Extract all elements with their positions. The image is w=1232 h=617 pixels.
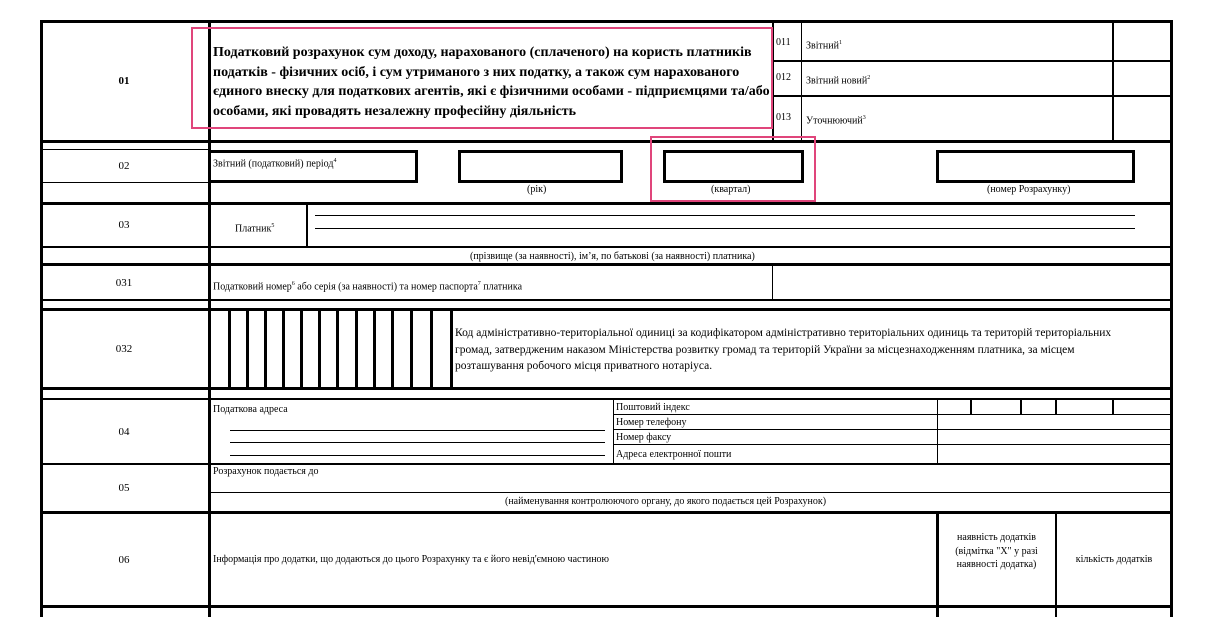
report-number-input[interactable]: [936, 150, 1135, 183]
frame-top-border: [40, 20, 1173, 23]
report-type-011-code: 011: [776, 37, 791, 48]
period-label: Звітний (податковий) період$^4$: [213, 158, 337, 170]
row-02-code: 02: [118, 160, 130, 172]
postal-cell-divider: [1112, 400, 1114, 414]
submitted-to-label: Розрахунок подається до: [213, 466, 319, 477]
payer-name-line-2: [315, 228, 1135, 229]
tax-number-input[interactable]: [775, 266, 1169, 298]
postal-cell-divider: [1055, 400, 1057, 414]
row-06-divider-2: [1055, 513, 1057, 617]
payer-label: Платник$^5$: [235, 223, 275, 235]
row-03-inner-bottom: [40, 246, 1173, 248]
report-type-012-label: Звітний новий$^2$: [806, 75, 871, 87]
attachments-label: Інформація про додатки, що додаються до цього Розрахунку та є його невід'ємною частиною: [213, 554, 610, 565]
report-type-012-checkbox[interactable]: [1114, 62, 1170, 95]
row-01-code: 01: [118, 75, 130, 87]
year-caption: (рік): [527, 184, 547, 195]
fax-label: Номер факсу: [616, 432, 672, 443]
katottg-description: Код адміністративно-територіальної одиниці за кодифікатором адміністративно територіальних одиниць та територій територіальних громад, затвердженим наказом Міністерства розвитку громад та територій України за місцезнаходженням платника, за місцем розташування робочого місця приватного нотаріуса.: [455, 327, 1112, 372]
attachments-count-header: кількість додатків: [1075, 554, 1153, 565]
katottg-cell-divider: [264, 310, 267, 387]
tax-address-label: Податкова адреса: [213, 404, 288, 415]
katottg-cell-divider: [373, 310, 376, 387]
payer-name-input[interactable]: [315, 216, 1135, 228]
row-031-bottom: [40, 299, 1173, 301]
row-01-sep-2: [772, 95, 1172, 97]
row-06-bottom: [40, 605, 1173, 608]
katottg-cell-divider: [410, 310, 413, 387]
katottg-cell-divider: [228, 310, 231, 387]
phone-input[interactable]: [939, 415, 1169, 428]
row-04-value-divider: [937, 400, 938, 464]
row-04-divider: [613, 400, 614, 464]
katottg-cell-divider: [282, 310, 285, 387]
row-03-code: 03: [118, 219, 130, 231]
attachments-presence-header: наявність додатків (відмітка "Х" у разі наявності додатка): [955, 532, 1038, 570]
row-06-divider-1: [936, 513, 939, 617]
quarter-caption: (квартал): [711, 184, 751, 195]
report-type-011-label: Звітний$^1$: [806, 40, 842, 52]
report-type-013-checkbox[interactable]: [1114, 97, 1170, 140]
report-number-caption: (номер Розрахунку): [987, 184, 1071, 195]
row-032-code: 032: [115, 343, 133, 355]
year-input[interactable]: [458, 150, 623, 183]
katottg-cell-divider: [355, 310, 358, 387]
phone-label: Номер телефону: [616, 417, 687, 428]
frame-right-border: [1170, 20, 1173, 617]
katottg-cell-divider: [430, 310, 433, 387]
row-01-bottom: [40, 140, 1173, 143]
payer-label-divider: [306, 203, 308, 246]
katottg-cell-divider: [246, 310, 249, 387]
report-type-011-checkbox[interactable]: [1114, 22, 1170, 60]
postal-cell-divider: [1020, 400, 1022, 414]
row-06-code: 06: [118, 554, 130, 566]
row-05-bottom: [40, 511, 1173, 514]
report-type-013-label: Уточнюючий$^3$: [806, 115, 866, 127]
fax-input[interactable]: [939, 430, 1169, 443]
row-02-inner-line: [40, 182, 208, 183]
row-01-code-divider: [801, 20, 802, 140]
row-032-bottom: [40, 387, 1173, 390]
postal-cell-divider: [970, 400, 972, 414]
email-input[interactable]: [939, 445, 1169, 463]
katottg-cell-divider: [450, 310, 453, 387]
katottg-cell-divider: [391, 310, 394, 387]
katottg-cell-divider: [300, 310, 303, 387]
period-label-box: [208, 150, 418, 183]
row-031-bottom-2: [40, 308, 1173, 311]
row-02-top-inner: [40, 149, 208, 150]
authority-input[interactable]: [213, 478, 1168, 491]
quarter-highlight: [650, 136, 816, 202]
authority-caption: (найменування контролюючого органу, до якого подається цей Розрахунок): [505, 496, 827, 507]
tax-number-divider: [772, 265, 773, 299]
katottg-cell-divider: [318, 310, 321, 387]
row-04-code: 04: [118, 426, 130, 438]
title-highlight: [191, 27, 773, 129]
row-04-bottom: [40, 463, 1173, 465]
katottg-cell-divider: [336, 310, 339, 387]
row-02-bottom: [40, 202, 1173, 205]
payer-caption: (прізвище (за наявності), ім’я, по батькові (за наявності) платника): [470, 251, 755, 262]
row-032-bottom-2: [40, 398, 1173, 400]
postal-code-label: Поштовий індекс: [616, 402, 690, 413]
report-type-012-code: 012: [776, 72, 791, 83]
row-031-code: 031: [115, 277, 133, 289]
report-type-013-code: 013: [776, 112, 791, 123]
email-label: Адреса електронної пошти: [616, 449, 732, 460]
row-01-sep-1: [772, 60, 1172, 62]
row-05-inner: [208, 492, 1173, 493]
row-05-code: 05: [118, 482, 130, 494]
report-title: Податковий розрахунок сум доходу, нарахованого (сплаченого) на користь платників податків - фізичних осіб, і сум утриманого з них податку, а також сум нарахованого єдиного внеску для податкових агентів, які є фізичними особами - підприємцями та/або особами, які провадять незалежну професійну діяльність: [213, 45, 770, 119]
frame-left-border: [40, 20, 43, 617]
tax-address-input[interactable]: [230, 418, 605, 458]
tax-number-label: Податковий номер$^6$ або серія (за наявності) та номер паспорта$^7$ платника: [213, 281, 523, 293]
